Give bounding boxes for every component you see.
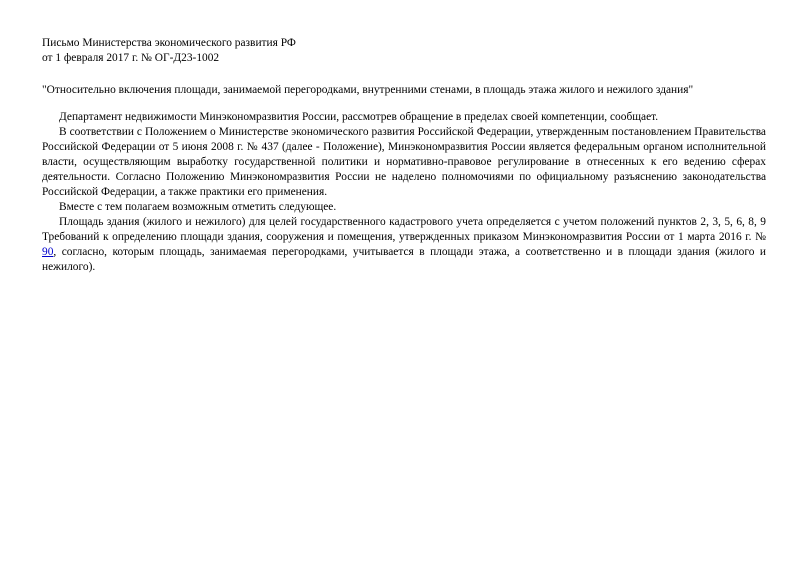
paragraph-1: Департамент недвижимости Минэкономразвития России, рассмотрев обращение в пределах своей компетенции, сообщает.	[59, 111, 659, 123]
paragraph-3: Вместе с тем полагаем возможным отметить следующее.	[59, 201, 337, 213]
letter-date-number: от 1 февраля 2017 г. № ОГ-Д23-1002	[42, 52, 220, 64]
order-90-link[interactable]: 90	[42, 246, 54, 258]
paragraph-4-text-before: Площадь здания (жилого и нежилого) для целей государственного кадастрового учета определяется с учетом положений пунктов 2, 3, 5, 6, 8, 9 Требований к определению площади здания, сооружения и помещения, утвержденных приказом Минэкономразвития России от 1 марта 2016 г. №	[42, 216, 766, 243]
letter-subject: "Относительно включения площади, занимаемой перегородками, внутренними стенами, в площадь этажа жилого и нежилого здания"	[42, 84, 694, 96]
paragraph-2: В соответствии с Положением о Министерстве экономического развития Российской Федерации, утвержденным постановлением Правительства Российской Федерации от 5 июня 2008 г. № 437 (далее - Положение), Минэкономразвития России является федеральным органом исполнительной власти, осуществляющим выработку государственной политики и нормативно-правовое регулирование в отнесенных к его ведению сферах деятельности. Согласно Положению Минэкономразвития России не наделено полномочиями по официальному разъяснению законодательства Российской Федерации, а также практики его применения.	[42, 126, 766, 198]
paragraph-4	[42, 215, 766, 275]
letter-title: Письмо Министерства экономического развития РФ	[42, 37, 296, 49]
paragraph-4-text-after: , согласно, которым площадь, занимаемая перегородками, учитывается в площади этажа, а соответственно и в площади здания (жилого и нежилого).	[42, 246, 766, 273]
document-page	[42, 36, 766, 275]
